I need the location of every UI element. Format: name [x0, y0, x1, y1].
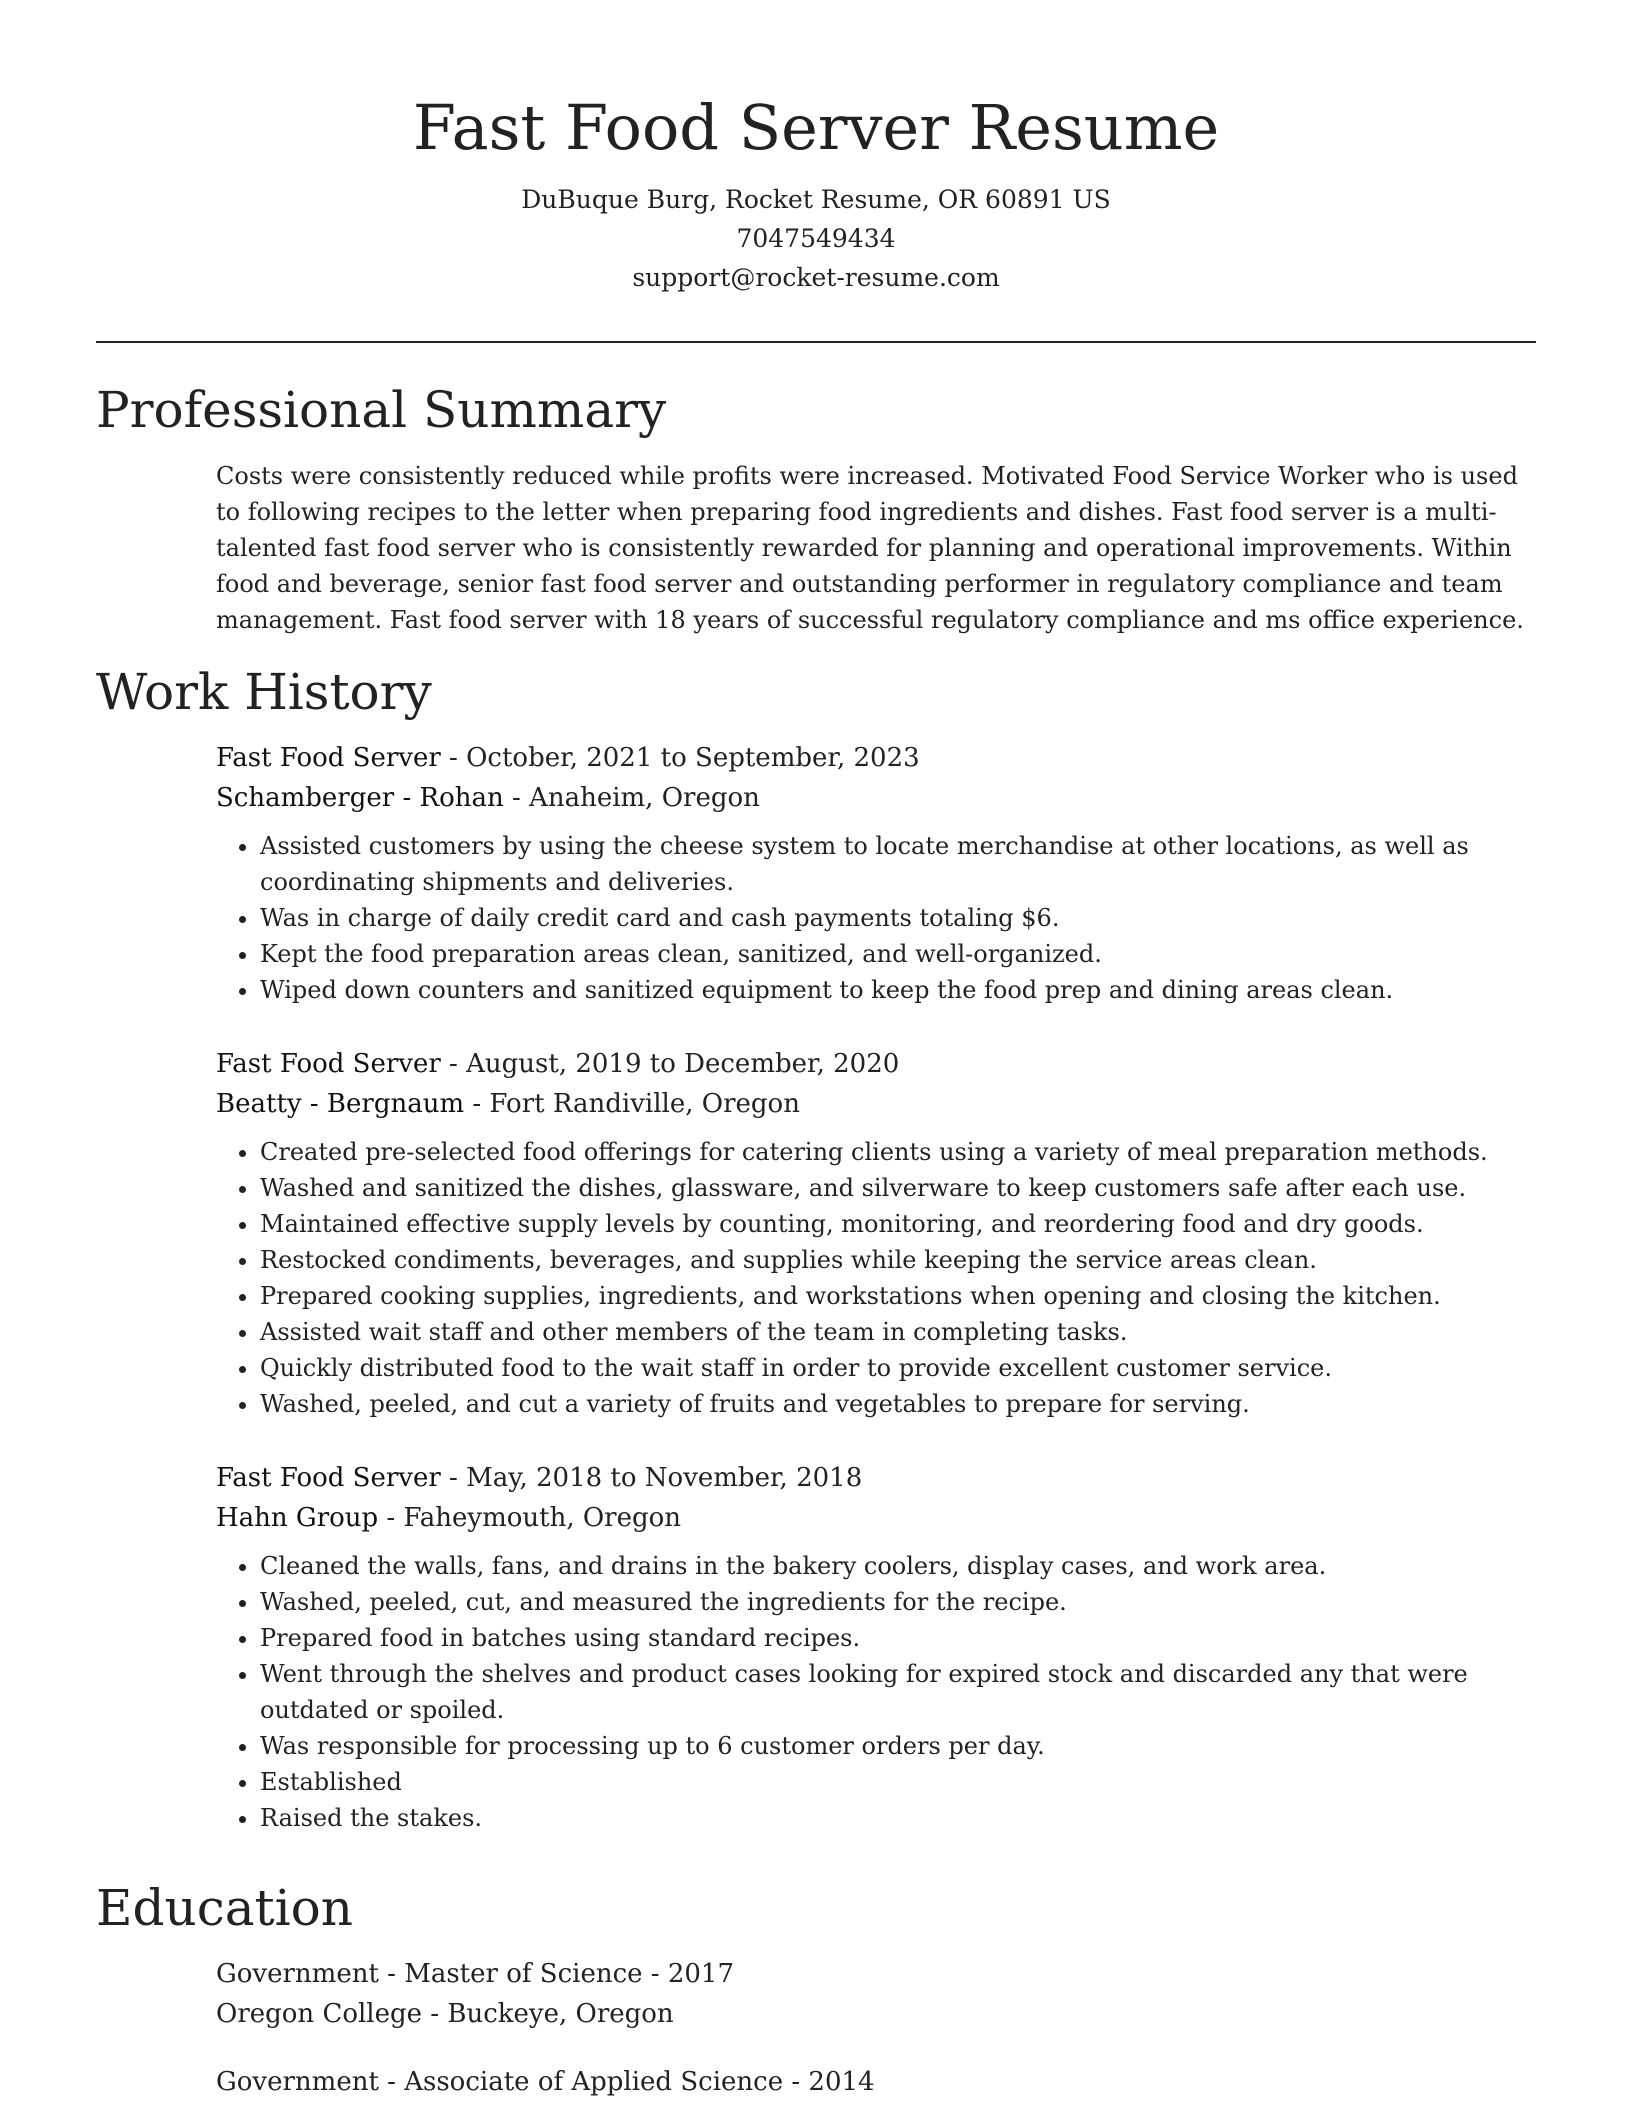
job-dates: - August, 2019 to December, 2020 [440, 1049, 900, 1079]
job-dates: - May, 2018 to November, 2018 [440, 1463, 863, 1493]
job-bullet: • Cleaned the walls, fans, and drains in the bakery coolers, display cases, and work area. [260, 1548, 1546, 1584]
job-role: Fast Food Server [216, 743, 441, 773]
summary-body [216, 458, 1546, 638]
work-history-heading: Work History [96, 663, 432, 721]
job-bullet: • Washed and sanitized the dishes, glassware, and silverware to keep customers safe after each use. [260, 1170, 1546, 1206]
job-bullet: • Washed, peeled, cut, and measured the ingredients for the recipe. [260, 1584, 1546, 1620]
summary-heading: Professional Summary [96, 381, 667, 439]
job-3 [216, 1458, 1546, 1836]
job-role: Fast Food Server [216, 1463, 441, 1493]
education-degree: Government - Associate of Applied Science - 2014 [216, 2067, 875, 2097]
education-heading: Education [96, 1879, 353, 1937]
header-divider [96, 341, 1536, 343]
job-bullet: • Washed, peeled, and cut a variety of fruits and vegetables to prepare for serving. [260, 1386, 1546, 1422]
summary-text: Costs were consistently reduced while profits were increased. Motivated Food Service Worker who is used to following recipes to the letter when preparing food ingredients and dishes. Fast food server is a multi-talented fast food server who is consistently rewarded for planning and operational improvements. Within food and beverage, senior fast food server and outstanding performer in regulatory compliance and team management. Fast food server with 18 years of successful regulatory compliance and ms office experience. [216, 462, 1524, 634]
job-2 [216, 1044, 1546, 1422]
job-bullet: • Kept the food preparation areas clean, sanitized, and well-organized. [260, 936, 1546, 972]
job-employer: Beatty - Bergnaum [216, 1089, 465, 1119]
job-bullet: • Restocked condiments, beverages, and supplies while keeping the service areas clean. [260, 1242, 1546, 1278]
job-location: - Anaheim, Oregon [503, 783, 760, 813]
education-school: Oregon College - Buckeye, Oregon [216, 1999, 674, 2029]
resume-header [0, 0, 1632, 297]
job-bullet: • Prepared food in batches using standard recipes. [260, 1620, 1546, 1656]
job-bullet: • Assisted wait staff and other members of the team in completing tasks. [260, 1314, 1546, 1350]
job-employer: Schamberger - Rohan [216, 783, 504, 813]
job-bullet: • Was in charge of daily credit card and cash payments totaling $6. [260, 900, 1546, 936]
job-bullets [216, 828, 1546, 1008]
contact-block [0, 180, 1632, 297]
job-bullet: • Established [260, 1764, 1546, 1800]
job-bullet: • Assisted customers by using the cheese system to locate merchandise at other locations, as well as coordinating shipments and deliveries. [260, 828, 1546, 900]
job-employer-line [216, 778, 1546, 818]
job-title-line [216, 738, 1546, 778]
job-bullet: • Raised the stakes. [260, 1800, 1546, 1836]
contact-email: support@rocket-resume.com [632, 263, 1000, 292]
education-entry-1 [216, 1954, 1546, 2034]
job-employer-line [216, 1498, 1546, 1538]
resume-title: Fast Food Server Resume [412, 91, 1220, 164]
job-title-line [216, 1458, 1546, 1498]
job-dates: - October, 2021 to September, 2023 [440, 743, 920, 773]
job-bullets [216, 1548, 1546, 1836]
job-bullet: • Was responsible for processing up to 6 customer orders per day. [260, 1728, 1546, 1764]
job-role: Fast Food Server [216, 1049, 441, 1079]
job-bullet: • Maintained effective supply levels by counting, monitoring, and reordering food and dry goods. [260, 1206, 1546, 1242]
job-bullets [216, 1134, 1546, 1422]
job-1 [216, 738, 1546, 1008]
contact-address: DuBuque Burg, Rocket Resume, OR 60891 US [521, 185, 1111, 214]
job-location: - Faheymouth, Oregon [378, 1503, 682, 1533]
education-entry-2 [216, 2062, 1546, 2102]
job-employer: Hahn Group [216, 1503, 379, 1533]
job-bullet: • Went through the shelves and product cases looking for expired stock and discarded any that were outdated or spoiled. [260, 1656, 1546, 1728]
job-title-line [216, 1044, 1546, 1084]
job-bullet: • Wiped down counters and sanitized equipment to keep the food prep and dining areas clean. [260, 972, 1546, 1008]
job-location: - Fort Randiville, Oregon [464, 1089, 800, 1119]
job-employer-line [216, 1084, 1546, 1124]
job-bullet: • Created pre-selected food offerings for catering clients using a variety of meal preparation methods. [260, 1134, 1546, 1170]
job-bullet: • Prepared cooking supplies, ingredients, and workstations when opening and closing the kitchen. [260, 1278, 1546, 1314]
job-bullet: • Quickly distributed food to the wait staff in order to provide excellent customer service. [260, 1350, 1546, 1386]
education-degree: Government - Master of Science - 2017 [216, 1959, 735, 1989]
contact-phone: 7047549434 [736, 224, 896, 253]
